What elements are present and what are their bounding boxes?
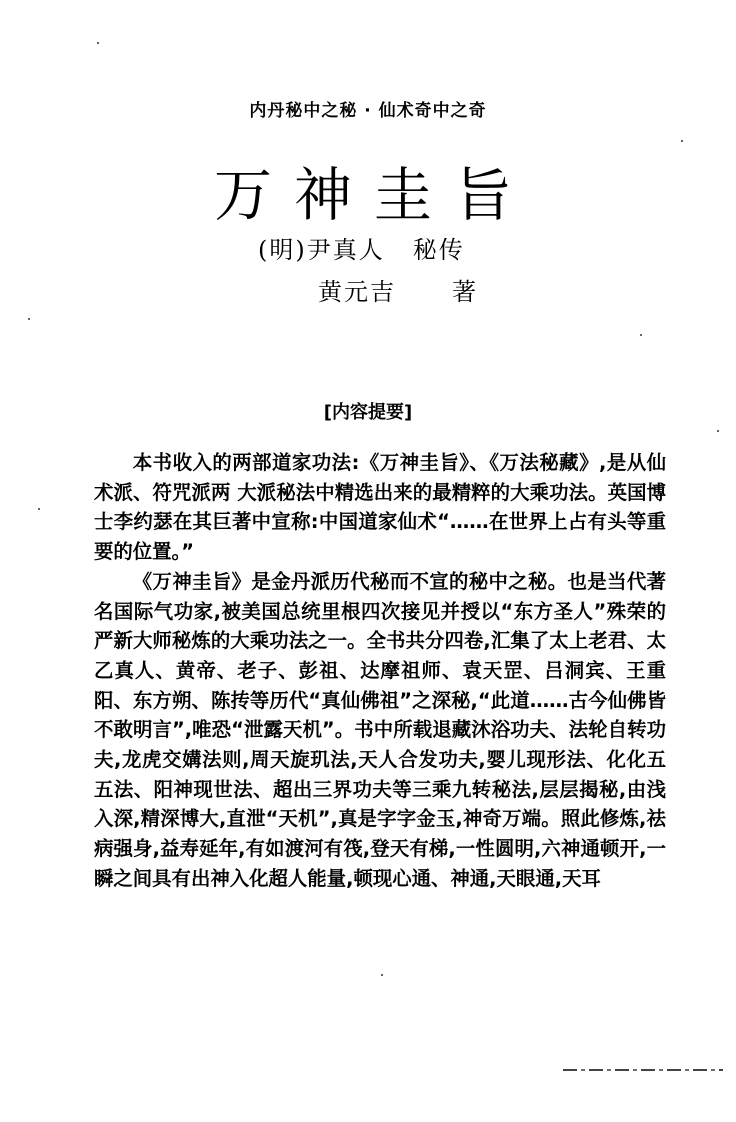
byline-author-role: 秘传: [412, 236, 465, 264]
byline-writer-name: 黄元吉: [318, 278, 396, 306]
scan-speck: [28, 318, 30, 320]
scan-speck: [97, 42, 99, 44]
scan-footer-rule: [563, 1069, 723, 1071]
scan-speck: [38, 508, 40, 510]
summary-body: [94, 448, 666, 894]
scan-speck: [681, 140, 683, 142]
scan-speck: [381, 974, 383, 976]
summary-paragraph-2: 《万神圭旨》是金丹派历代秘而不宣的秘中之秘。也是当代著名国际气功家,被美国总统里根四次接见并授以“东方圣人”殊荣的严新大师秘炼的大乘功法之一。全书共分四卷,汇集了太上老君、太乙真人、黄帝、老子、彭祖、达摩祖师、袁天罡、吕洞宾、王重阳、东方朔、陈抟等历代“真仙佛祖”之深秘,“此道……古今仙佛皆不敢明言”,唯恐“泄露天机”。书中所载退藏沐浴功夫、法轮自转功夫,龙虎交媾法则,周天旋玑法,天人合发功夫,婴儿现形法、化化五五法、阳神现世法、超出三界功夫等三乘九转秘法,层层揭秘,由浅入深,精深博大,直泄“天机”,真是字字金玉,神奇万端。照此修炼,祛病强身,益寿延年,有如渡河有筏,登天有梯,一性圆明,六神通顿开,一瞬之间具有出神入化超人能量,顿现心通、神通,天眼通,天耳: [94, 569, 666, 890]
book-title: 万神圭旨: [213, 161, 534, 229]
series-tagline: 内丹秘中之秘 · 仙术奇中之奇: [249, 101, 487, 121]
byline-author-name: (明)尹真人: [258, 236, 385, 264]
byline-writer-role: 著: [452, 278, 478, 306]
summary-paragraph-1: 本书收入的两部道家功法:《万神圭旨》、《万法秘藏》,是从仙术派、符咒派两 大派秘法中精选出来的最精粹的大乘功法。英国博士李约瑟在其巨著中宣称:中国道家仙术“……在世界上占有头等重要的位置。”: [94, 451, 666, 564]
byline-transmitter: [258, 235, 465, 265]
scan-speck: [717, 430, 719, 432]
byline-writer: [318, 277, 478, 307]
section-heading: [内容提要]: [323, 402, 413, 423]
scan-speck: [640, 334, 642, 336]
